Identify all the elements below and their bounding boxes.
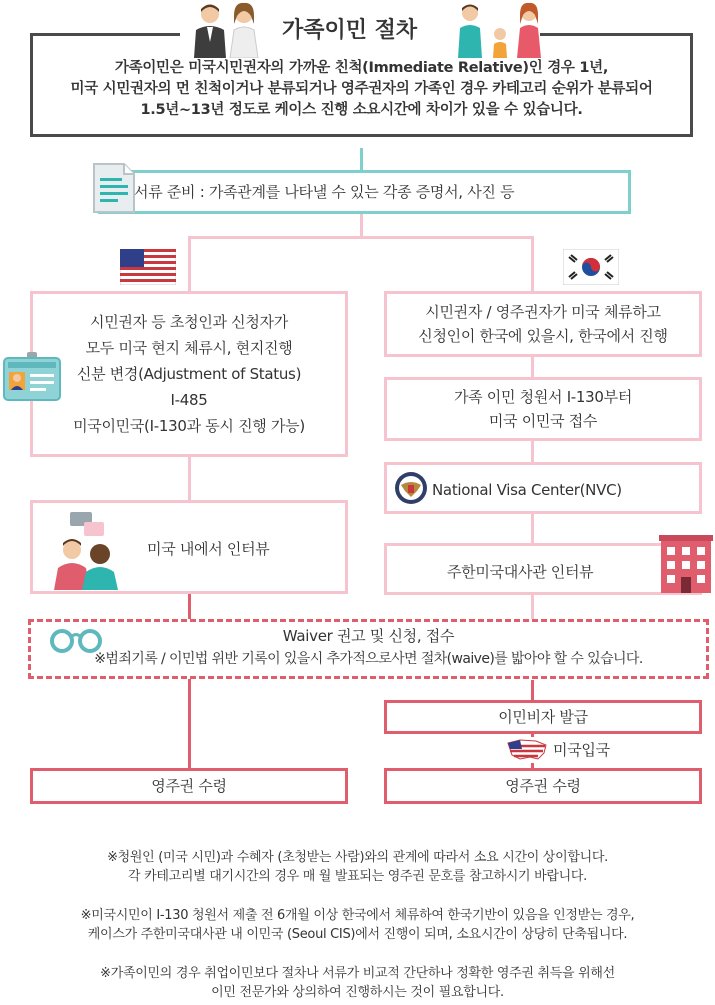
- header-description: [33, 58, 690, 121]
- us-map-icon: [506, 737, 548, 763]
- footnote-line: ※가족이민의 경우 취업이민보다 절차나 서류가 비교적 간단하나 정확한 영주권 취득을 위해선: [100, 966, 615, 981]
- connector-prep-top: [360, 148, 363, 170]
- footnote-line: ※미국시민이 I-130 청원서 제출 전 6개월 이상 한국에서 체류하여 한국기반이 있음을 인정받는 경우,: [80, 908, 635, 923]
- id-card-icon: [2, 350, 62, 402]
- interview-icon: [50, 512, 124, 590]
- us-status-line: 모두 미국 현지 체류시, 현지진행: [85, 339, 293, 357]
- connector-split: [188, 236, 533, 239]
- us-flag-icon: [120, 249, 176, 285]
- footnote-2: [0, 906, 715, 944]
- footnote-line: 이민 전문가와 상의하여 진행하시는 것이 필요합니다.: [211, 985, 504, 1000]
- us-status-line: 미국이민국(I-130과 동시 진행 가능): [73, 417, 305, 435]
- footnote-3: [0, 964, 715, 1002]
- us-status-line: 신분 변경(Adjustment of Status): [76, 365, 302, 383]
- footnote-line: 각 카테고리별 대기시간의 경우 매 월 발표되는 영주권 문호를 참고하시기 바랍니다.: [128, 869, 587, 884]
- waiver-note: ※범죄기록 / 이민법 위반 기록이 있을시 추가적으로사면 절차(waive)를 밟아야 할 수 있습니다.: [94, 651, 643, 667]
- kr-start-box: [384, 291, 702, 357]
- embassy-building-icon: [657, 533, 715, 593]
- connector-prep-bottom: [360, 213, 363, 238]
- kr-visa-text: 이민비자 발급: [498, 708, 588, 726]
- kr-green-card-box: [384, 768, 702, 804]
- waiver-text: [28, 624, 709, 670]
- kr-green-card-text: 영주권 수령: [505, 777, 581, 795]
- header-desc-line: 1.5년~13년 정도로 케이스 진행 소요시간에 차이가 있을 수 있습니다.: [140, 102, 583, 118]
- us-green-card-text: 영주권 수령: [151, 777, 227, 795]
- family-icon: [455, 2, 545, 58]
- us-green-card-box: [30, 768, 348, 804]
- document-icon: [90, 160, 138, 216]
- header-desc-line: 가족이민은 미국시민권자의 가까운 친척(Immediate Relative)인 경우 1년,: [114, 60, 609, 76]
- kr-petition-line: 가족 이민 청원서 I-130부터: [453, 388, 633, 406]
- footnote-line: 케이스가 주한미국대사관 내 이민국 (Seoul CIS)에서 진행이 되며, 소요시간이 상당히 단축됩니다.: [87, 927, 628, 942]
- us-status-box: [30, 291, 348, 457]
- korea-flag-icon: [563, 249, 619, 285]
- kr-start-line: 신청인이 한국에 있을시, 한국에서 진행: [418, 327, 668, 345]
- kr-visa-box: [384, 700, 702, 734]
- us-status-line: I-485: [170, 391, 208, 409]
- us-interview-text: 미국 내에서 인터뷰: [147, 540, 270, 558]
- kr-nvc-text: National Visa Center(NVC): [432, 481, 622, 499]
- page-title: 가족이민 절차: [282, 18, 418, 43]
- kr-petition-box: [384, 377, 702, 441]
- kr-start-line: 시민권자 / 영주권자가 미국 체류하고: [425, 303, 661, 321]
- prep-text: 서류 준비 : 가족관계를 나타낼 수 있는 각종 증명서, 사진 등: [134, 183, 515, 201]
- header-desc-line: 미국 시민권자의 먼 친척이거나 분류되거나 영주권자의 가족인 경우 카테고리 순위가 분류되어: [70, 81, 653, 97]
- kr-interview-text: 주한미국대사관 인터뷰: [447, 563, 594, 581]
- waiver-title: Waiver 권고 및 신청, 접수: [282, 627, 455, 645]
- kr-entry-text: 미국입국: [553, 741, 610, 759]
- footnote-1: [0, 848, 715, 886]
- kr-petition-line: 미국 이민국 접수: [488, 412, 598, 430]
- couple-icon: [188, 2, 270, 58]
- nvc-seal-icon: [394, 471, 428, 505]
- us-status-line: 시민권자 등 초청인과 신청자가: [90, 313, 288, 331]
- footnote-line: ※청원인 (미국 시민)과 수혜자 (초청받는 사람)와의 관계에 따라서 소요 시간이 상이합니다.: [107, 850, 608, 865]
